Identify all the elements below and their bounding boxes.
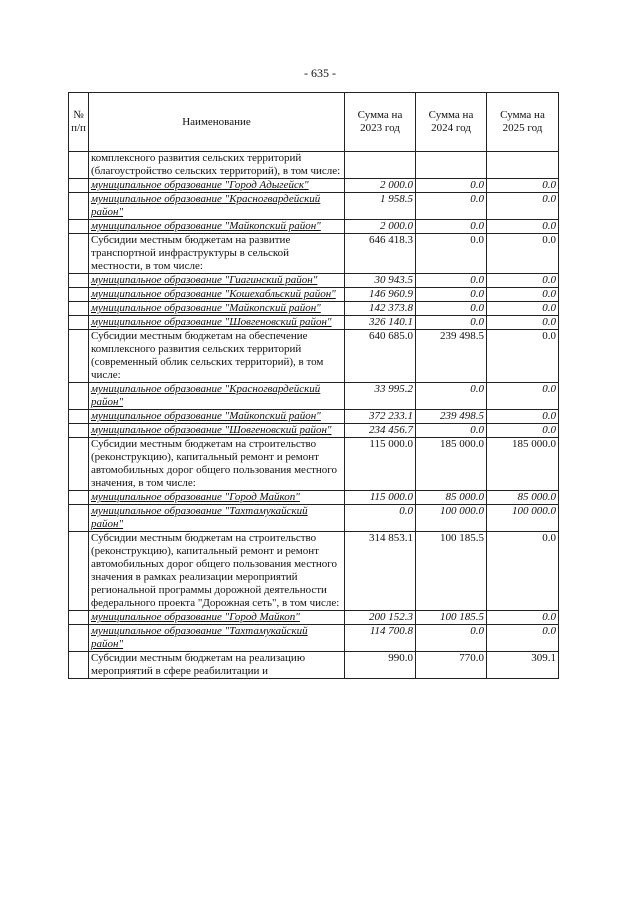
row-name: муниципальное образование "Красногвардейский район" bbox=[89, 193, 345, 220]
row-2025: 0.0 bbox=[487, 234, 559, 274]
row-no bbox=[69, 288, 89, 302]
row-2024: 100 000.0 bbox=[416, 505, 487, 532]
row-no bbox=[69, 220, 89, 234]
row-no bbox=[69, 611, 89, 625]
row-name: Субсидии местным бюджетам на обеспечение комплексного развития сельских территорий (современный облик сельских территорий), в том числе: bbox=[89, 330, 345, 383]
table-row bbox=[69, 652, 559, 679]
row-2024: 0.0 bbox=[416, 302, 487, 316]
row-2025: 0.0 bbox=[487, 302, 559, 316]
page-number: - 635 - bbox=[304, 66, 336, 80]
row-2024: 85 000.0 bbox=[416, 491, 487, 505]
table-row bbox=[69, 330, 559, 383]
row-2023: 640 685.0 bbox=[345, 330, 416, 383]
row-no bbox=[69, 193, 89, 220]
row-2023: 1 958.5 bbox=[345, 193, 416, 220]
row-name: Субсидии местным бюджетам на строительство (реконструкцию), капитальный ремонт и ремонт автомобильных дорог общего пользования местного значения в рамках реализации мероприятий региональной программы дорожной деятельности федерального проекта "Дорожная сеть", в том числе: bbox=[89, 532, 345, 611]
table-row bbox=[69, 383, 559, 410]
row-2023: 646 418.3 bbox=[345, 234, 416, 274]
row-name: Субсидии местным бюджетам на развитие транспортной инфраструктуры в сельской местности, в том числе: bbox=[89, 234, 345, 274]
row-2024: 0.0 bbox=[416, 220, 487, 234]
row-name: муниципальное образование "Шовгеновский район" bbox=[89, 424, 345, 438]
row-2025: 0.0 bbox=[487, 274, 559, 288]
row-2025: 0.0 bbox=[487, 532, 559, 611]
row-name: муниципальное образование "Кошехабльский район" bbox=[89, 288, 345, 302]
row-2024: 0.0 bbox=[416, 193, 487, 220]
row-2024 bbox=[416, 152, 487, 179]
row-no bbox=[69, 383, 89, 410]
row-no bbox=[69, 152, 89, 179]
table-row bbox=[69, 193, 559, 220]
row-name: муниципальное образование "Гиагинский район" bbox=[89, 274, 345, 288]
row-2023: 115 000.0 bbox=[345, 438, 416, 491]
row-2024: 770.0 bbox=[416, 652, 487, 679]
row-2024: 0.0 bbox=[416, 274, 487, 288]
row-2025: 185 000.0 bbox=[487, 438, 559, 491]
row-2023: 33 995.2 bbox=[345, 383, 416, 410]
row-no bbox=[69, 532, 89, 611]
table-row bbox=[69, 152, 559, 179]
row-2024: 239 498.5 bbox=[416, 410, 487, 424]
row-name: муниципальное образование "Майкопский район" bbox=[89, 410, 345, 424]
row-2023: 114 700.8 bbox=[345, 625, 416, 652]
row-name: муниципальное образование "Город Адыгейск" bbox=[89, 179, 345, 193]
row-2025: 100 000.0 bbox=[487, 505, 559, 532]
row-name: муниципальное образование "Город Майкоп" bbox=[89, 491, 345, 505]
budget-table bbox=[68, 92, 559, 679]
row-2024: 100 185.5 bbox=[416, 532, 487, 611]
row-2023 bbox=[345, 152, 416, 179]
row-2024: 239 498.5 bbox=[416, 330, 487, 383]
row-2023: 200 152.3 bbox=[345, 611, 416, 625]
row-2025: 0.0 bbox=[487, 611, 559, 625]
row-2025: 0.0 bbox=[487, 625, 559, 652]
header-2025: Сумма на 2025 год bbox=[487, 93, 559, 152]
row-2025: 0.0 bbox=[487, 193, 559, 220]
row-2025: 0.0 bbox=[487, 179, 559, 193]
row-2024: 0.0 bbox=[416, 383, 487, 410]
table-header-row bbox=[69, 93, 559, 152]
row-no bbox=[69, 424, 89, 438]
header-no: № п/п bbox=[69, 93, 89, 152]
table-row bbox=[69, 410, 559, 424]
row-2023: 234 456.7 bbox=[345, 424, 416, 438]
row-no bbox=[69, 234, 89, 274]
row-2023: 372 233.1 bbox=[345, 410, 416, 424]
row-2024: 0.0 bbox=[416, 424, 487, 438]
row-2023: 142 373.8 bbox=[345, 302, 416, 316]
table-row bbox=[69, 438, 559, 491]
row-no bbox=[69, 179, 89, 193]
row-no bbox=[69, 652, 89, 679]
table-row bbox=[69, 302, 559, 316]
table-row bbox=[69, 491, 559, 505]
row-2023: 30 943.5 bbox=[345, 274, 416, 288]
header-2023: Сумма на 2023 год bbox=[345, 93, 416, 152]
table-row bbox=[69, 532, 559, 611]
header-2024: Сумма на 2024 год bbox=[416, 93, 487, 152]
row-2024: 0.0 bbox=[416, 234, 487, 274]
row-name: муниципальное образование "Шовгеновский район" bbox=[89, 316, 345, 330]
row-name: муниципальное образование "Красногвардейский район" bbox=[89, 383, 345, 410]
table-row bbox=[69, 424, 559, 438]
row-2025 bbox=[487, 152, 559, 179]
row-no bbox=[69, 491, 89, 505]
row-2023: 2 000.0 bbox=[345, 179, 416, 193]
row-2025: 0.0 bbox=[487, 288, 559, 302]
row-name: муниципальное образование "Тахтамукайский район" bbox=[89, 625, 345, 652]
row-2024: 185 000.0 bbox=[416, 438, 487, 491]
row-2025: 0.0 bbox=[487, 383, 559, 410]
row-name: Субсидии местным бюджетам на строительство (реконструкцию), капитальный ремонт и ремонт автомобильных дорог общего пользования местного значения, в том числе: bbox=[89, 438, 345, 491]
table-row bbox=[69, 625, 559, 652]
row-2024: 0.0 bbox=[416, 179, 487, 193]
row-name: комплексного развития сельских территорий (благоустройство сельских территорий), в том числе: bbox=[89, 152, 345, 179]
row-2025: 0.0 bbox=[487, 424, 559, 438]
table-row bbox=[69, 316, 559, 330]
row-2025: 0.0 bbox=[487, 316, 559, 330]
table-body bbox=[69, 152, 559, 679]
row-no bbox=[69, 330, 89, 383]
table-row bbox=[69, 274, 559, 288]
row-2025: 0.0 bbox=[487, 330, 559, 383]
row-2024: 0.0 bbox=[416, 316, 487, 330]
table-row bbox=[69, 611, 559, 625]
row-2023: 0.0 bbox=[345, 505, 416, 532]
row-name: муниципальное образование "Майкопский район" bbox=[89, 220, 345, 234]
row-name: муниципальное образование "Майкопский район" bbox=[89, 302, 345, 316]
row-no bbox=[69, 438, 89, 491]
row-2023: 990.0 bbox=[345, 652, 416, 679]
row-2023: 115 000.0 bbox=[345, 491, 416, 505]
row-no bbox=[69, 274, 89, 288]
row-2023: 326 140.1 bbox=[345, 316, 416, 330]
row-no bbox=[69, 625, 89, 652]
row-2025: 309.1 bbox=[487, 652, 559, 679]
row-2024: 0.0 bbox=[416, 625, 487, 652]
row-2023: 2 000.0 bbox=[345, 220, 416, 234]
row-2025: 0.0 bbox=[487, 220, 559, 234]
row-name: Субсидии местным бюджетам на реализацию мероприятий в сфере реабилитации и bbox=[89, 652, 345, 679]
header-name: Наименование bbox=[89, 93, 345, 152]
table-row bbox=[69, 179, 559, 193]
row-no bbox=[69, 302, 89, 316]
table-row bbox=[69, 288, 559, 302]
row-2024: 0.0 bbox=[416, 288, 487, 302]
row-2025: 0.0 bbox=[487, 410, 559, 424]
row-no bbox=[69, 505, 89, 532]
table-row bbox=[69, 220, 559, 234]
row-2024: 100 185.5 bbox=[416, 611, 487, 625]
row-no bbox=[69, 316, 89, 330]
table-row bbox=[69, 234, 559, 274]
row-name: муниципальное образование "Тахтамукайский район" bbox=[89, 505, 345, 532]
row-2025: 85 000.0 bbox=[487, 491, 559, 505]
row-name: муниципальное образование "Город Майкоп" bbox=[89, 611, 345, 625]
table-row bbox=[69, 505, 559, 532]
row-no bbox=[69, 410, 89, 424]
row-2023: 146 960.9 bbox=[345, 288, 416, 302]
row-2023: 314 853.1 bbox=[345, 532, 416, 611]
